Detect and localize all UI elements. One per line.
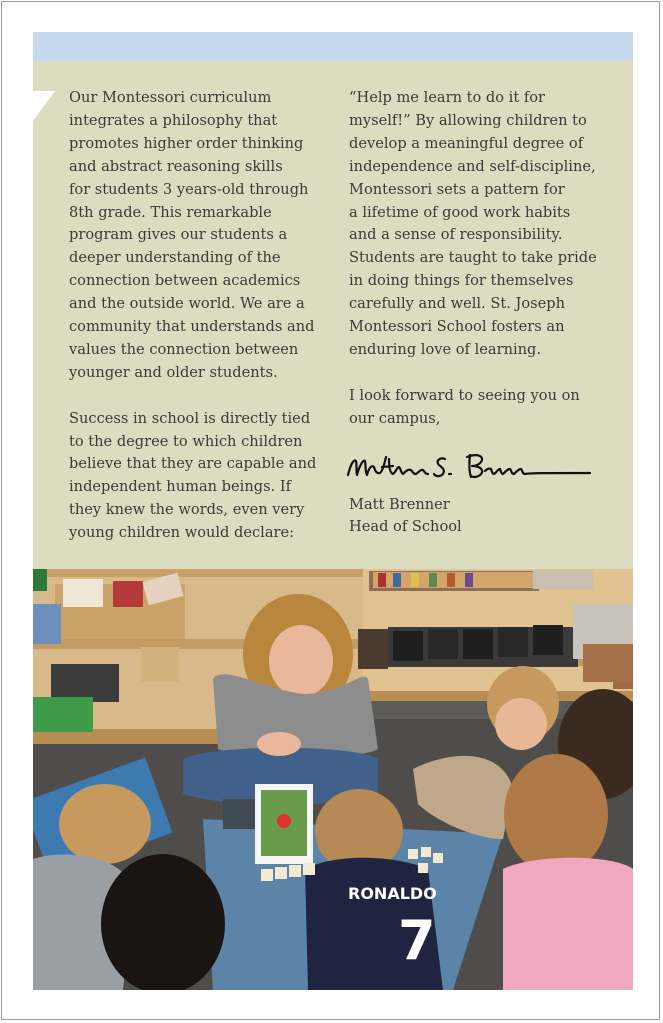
quote-paragraph: “Help me learn to do it for myself!” By allowing children to develop a meaningful degree of independence and self-discipline, Montessori sets a pattern for a lifetime of good work habits and a sense of responsibility. Students are taught to take pride in doing things for themselves carefully and well. St. Joseph Montessori School fosters an enduring love of learning. — [349, 89, 597, 358]
left-column — [69, 87, 337, 568]
intro-paragraph: Our Montessori curriculum integrates a philosophy that promotes higher order thinking and abstract reasoning skills for students 3 years-old through 8th grade. This remarkable program gives our students a deeper understanding of the connection between academics and the outside world. We are a community that understands and values the connection between younger and older students. — [69, 89, 315, 381]
header-band — [33, 32, 633, 61]
closing-paragraph: I look forward to seeing you on our campus, — [349, 386, 580, 427]
panel-notch — [33, 91, 55, 121]
svg-text:RONALDO: RONALDO — [348, 884, 437, 903]
svg-text:7: 7 — [398, 909, 436, 972]
signer-title: Head of School — [349, 518, 462, 536]
classroom-photo — [33, 569, 633, 990]
signature-block — [349, 494, 619, 540]
handwritten-signature — [345, 449, 595, 483]
success-paragraph: Success in school is directly tied to the degree to which children believe that they are capable and independent human beings. If they knew the words, even very young children would declare: — [69, 409, 317, 542]
signer-name: Matt Brenner — [349, 495, 450, 513]
